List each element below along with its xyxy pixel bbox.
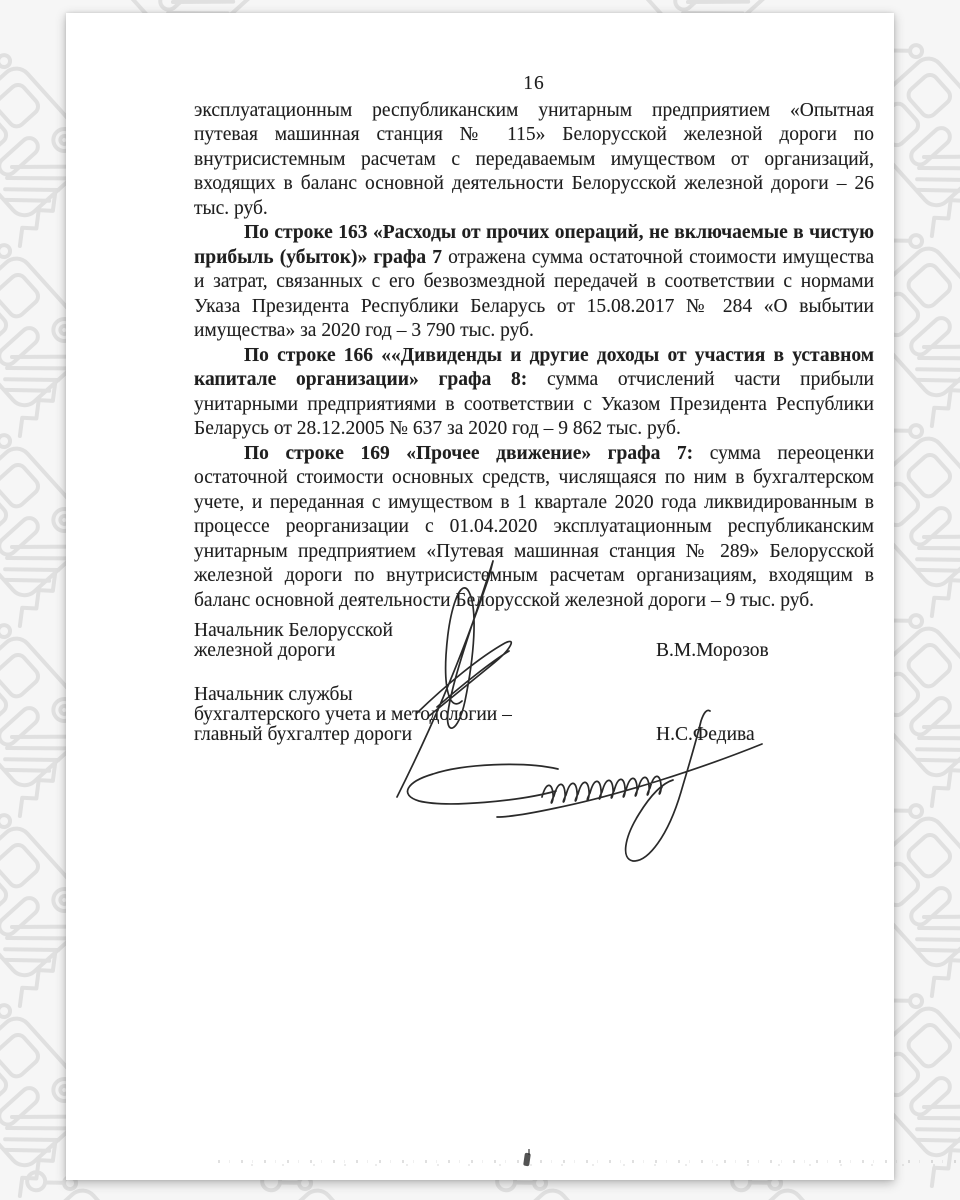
signature-row-chief [194,621,874,661]
signatory-name: Н.С.Федива [656,724,755,745]
paragraph [194,99,874,222]
paragraph [194,442,874,614]
paragraph-lead: По строке 166 ««Дивиденды и другие доходы от участия в уставном капитале организации» графа 8: [194,344,874,390]
scan-noise-line [218,1160,960,1163]
signatory-title [194,621,393,661]
signatory-title-line: Начальник службы [194,684,353,705]
body-text [194,99,874,614]
paragraph-text: отражена сумма остаточной стоимости имущества и затрат, связанных с его безвозмездной передачей в соответствии с нормами Указа Президента Республики Беларусь от 15.08.2017 № 284 «О выбытии имущества» за 2020 год – 3 790 тыс. руб. [194,246,874,341]
paragraph-lead: По строке 163 «Расходы от прочих операций, не включаемые в чистую прибыль (убыток)» графа 7 [194,222,874,268]
paragraph [194,221,874,344]
paragraph-text: сумма переоценки остаточной стоимости основных средств, числящаяся по ним в бухгалтерском учете, и переданная с имуществом в 1 квартале 2020 года ликвидированным в процессе реорганизации с 01.04.2020 эксплуатационным республиканским унитарным предприятием «Путевая машинная станция № 289» Белорусской железной дороги по внутрисистемным расчетам организациям, входящим в баланс основной деятельности Белорусской железной дороги – 9 тыс. руб. [194,442,874,611]
scan-noise-mark [528,1149,530,1155]
signatory-title-line: Начальник Белорусской [194,620,393,641]
scan-noise-line [236,1164,960,1166]
document-page [66,13,894,1180]
signatory-title-line: бухгалтерского учета и методологии – [194,704,512,725]
page-content [194,72,874,745]
signatory-name: В.М.Морозов [656,640,769,661]
signature-row-accountant [194,685,874,745]
paragraph [194,344,874,442]
paragraph-lead: По строке 169 «Прочее движение» графа 7: [244,442,694,464]
paragraph-text: эксплуатационным республиканским унитарным предприятием «Опытная путевая машинная станция № 115» Белорусской железной дороги по внутрисистемным расчетам с передаваемым имуществом от организаций, входящих в баланс основной деятельности Белорусской железной дороги – 26 тыс. руб. [194,99,874,219]
signatory-title-line: железной дороги [194,640,336,661]
signatory-title-line: главный бухгалтер дороги [194,724,413,745]
paragraph-text: сумма отчислений части прибыли унитарными предприятиями в соответствии с Указом Президента Республики Беларусь от 28.12.2005 № 637 за 2020 год – 9 862 тыс. руб. [194,369,874,439]
signatory-title [194,685,512,745]
page-number: 16 [523,73,545,94]
